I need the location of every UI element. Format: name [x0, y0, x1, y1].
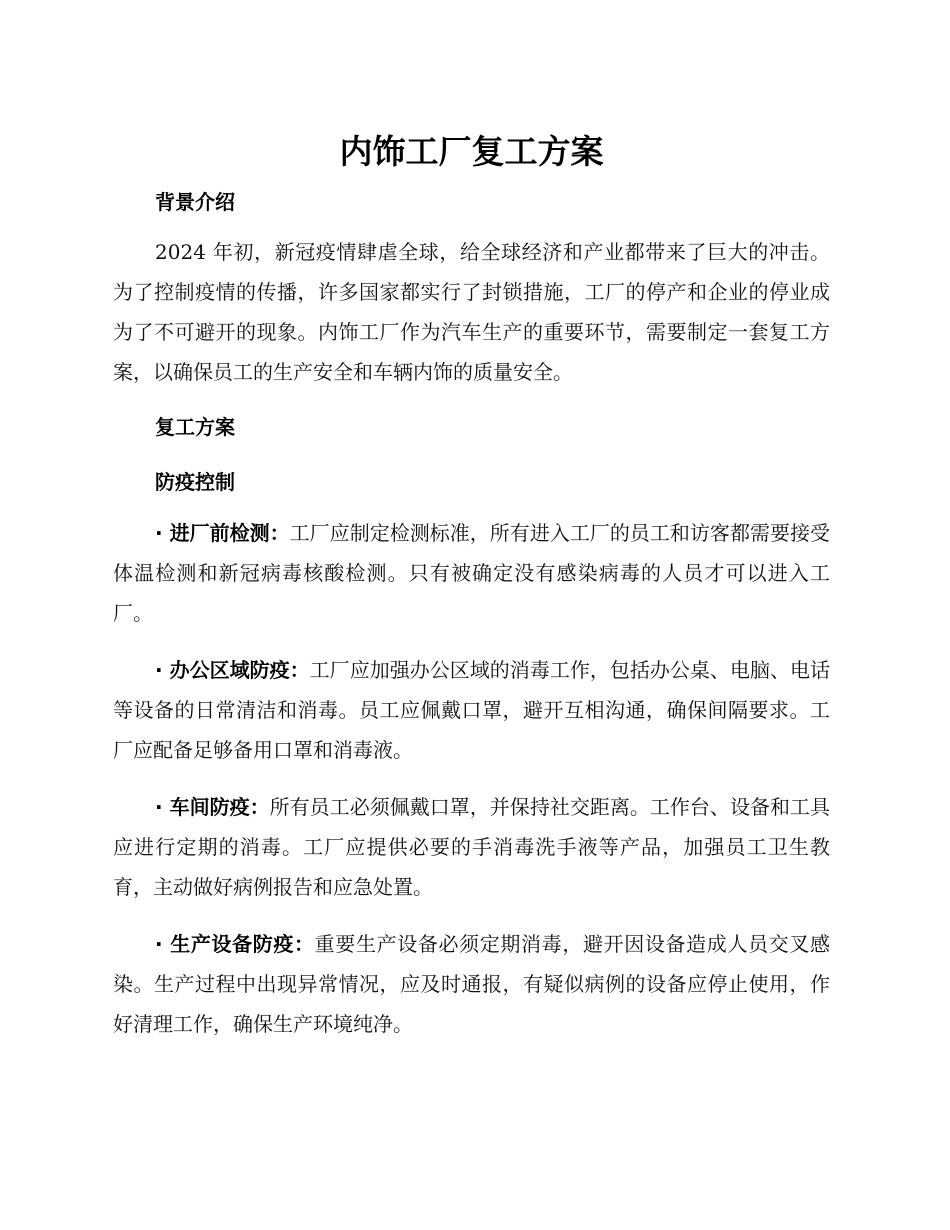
- list-item: [113, 787, 830, 907]
- list-item-text: 所有员工必须佩戴口罩，并保持社交距离。工作台、设备和工具应进行定期的消毒。工厂应提供必要的手消毒洗手液等产品，加强员工卫生教育，主动做好病例报告和应急处置。: [113, 795, 830, 899]
- section-heading-background: 背景介绍: [155, 190, 235, 214]
- section-heading-epidemic-control: 防疫控制: [155, 470, 235, 494]
- background-paragraph: 2024 年初，新冠疫情肆虐全球，给全球经济和产业都带来了巨大的冲击。为了控制疫情的传播，许多国家都实行了封锁措施，工厂的停产和企业的停业成为了不可避开的现象。内饰工厂作为汽车生产的重要环节，需要制定一套复工方案，以确保员工的生产安全和车辆内饰的质量安全。: [113, 240, 830, 384]
- list-item-text: 工厂应加强办公区域的消毒工作，包括办公桌、电脑、电话等设备的日常清洁和消毒。员工应佩戴口罩，避开互相沟通，确保间隔要求。工厂应配备足够备用口罩和消毒液。: [113, 658, 831, 762]
- document-title: 内饰工厂复工方案: [339, 132, 604, 171]
- list-item-text: 工厂应制定检测标准，所有进入工厂的员工和访客都需要接受体温检测和新冠病毒核酸检测。只有被确定没有感染病毒的人员才可以进入工厂。: [113, 521, 831, 625]
- list-item-label: · 办公区域防疫：: [155, 658, 310, 682]
- list-item-text: 重要生产设备必须定期消毒，避开因设备造成人员交叉感染。生产过程中出现异常情况，应及时通报，有疑似病例的设备应停止使用，作好清理工作，确保生产环境纯净。: [113, 932, 830, 1036]
- section-heading-plan: 复工方案: [155, 415, 235, 439]
- list-item: [113, 924, 830, 1044]
- list-item-label: · 生产设备防疫：: [155, 932, 315, 956]
- list-item: [113, 513, 830, 633]
- list-item-label: · 车间防疫：: [155, 795, 270, 819]
- list-item: [113, 650, 830, 770]
- list-item-label: · 进厂前检测：: [155, 521, 290, 545]
